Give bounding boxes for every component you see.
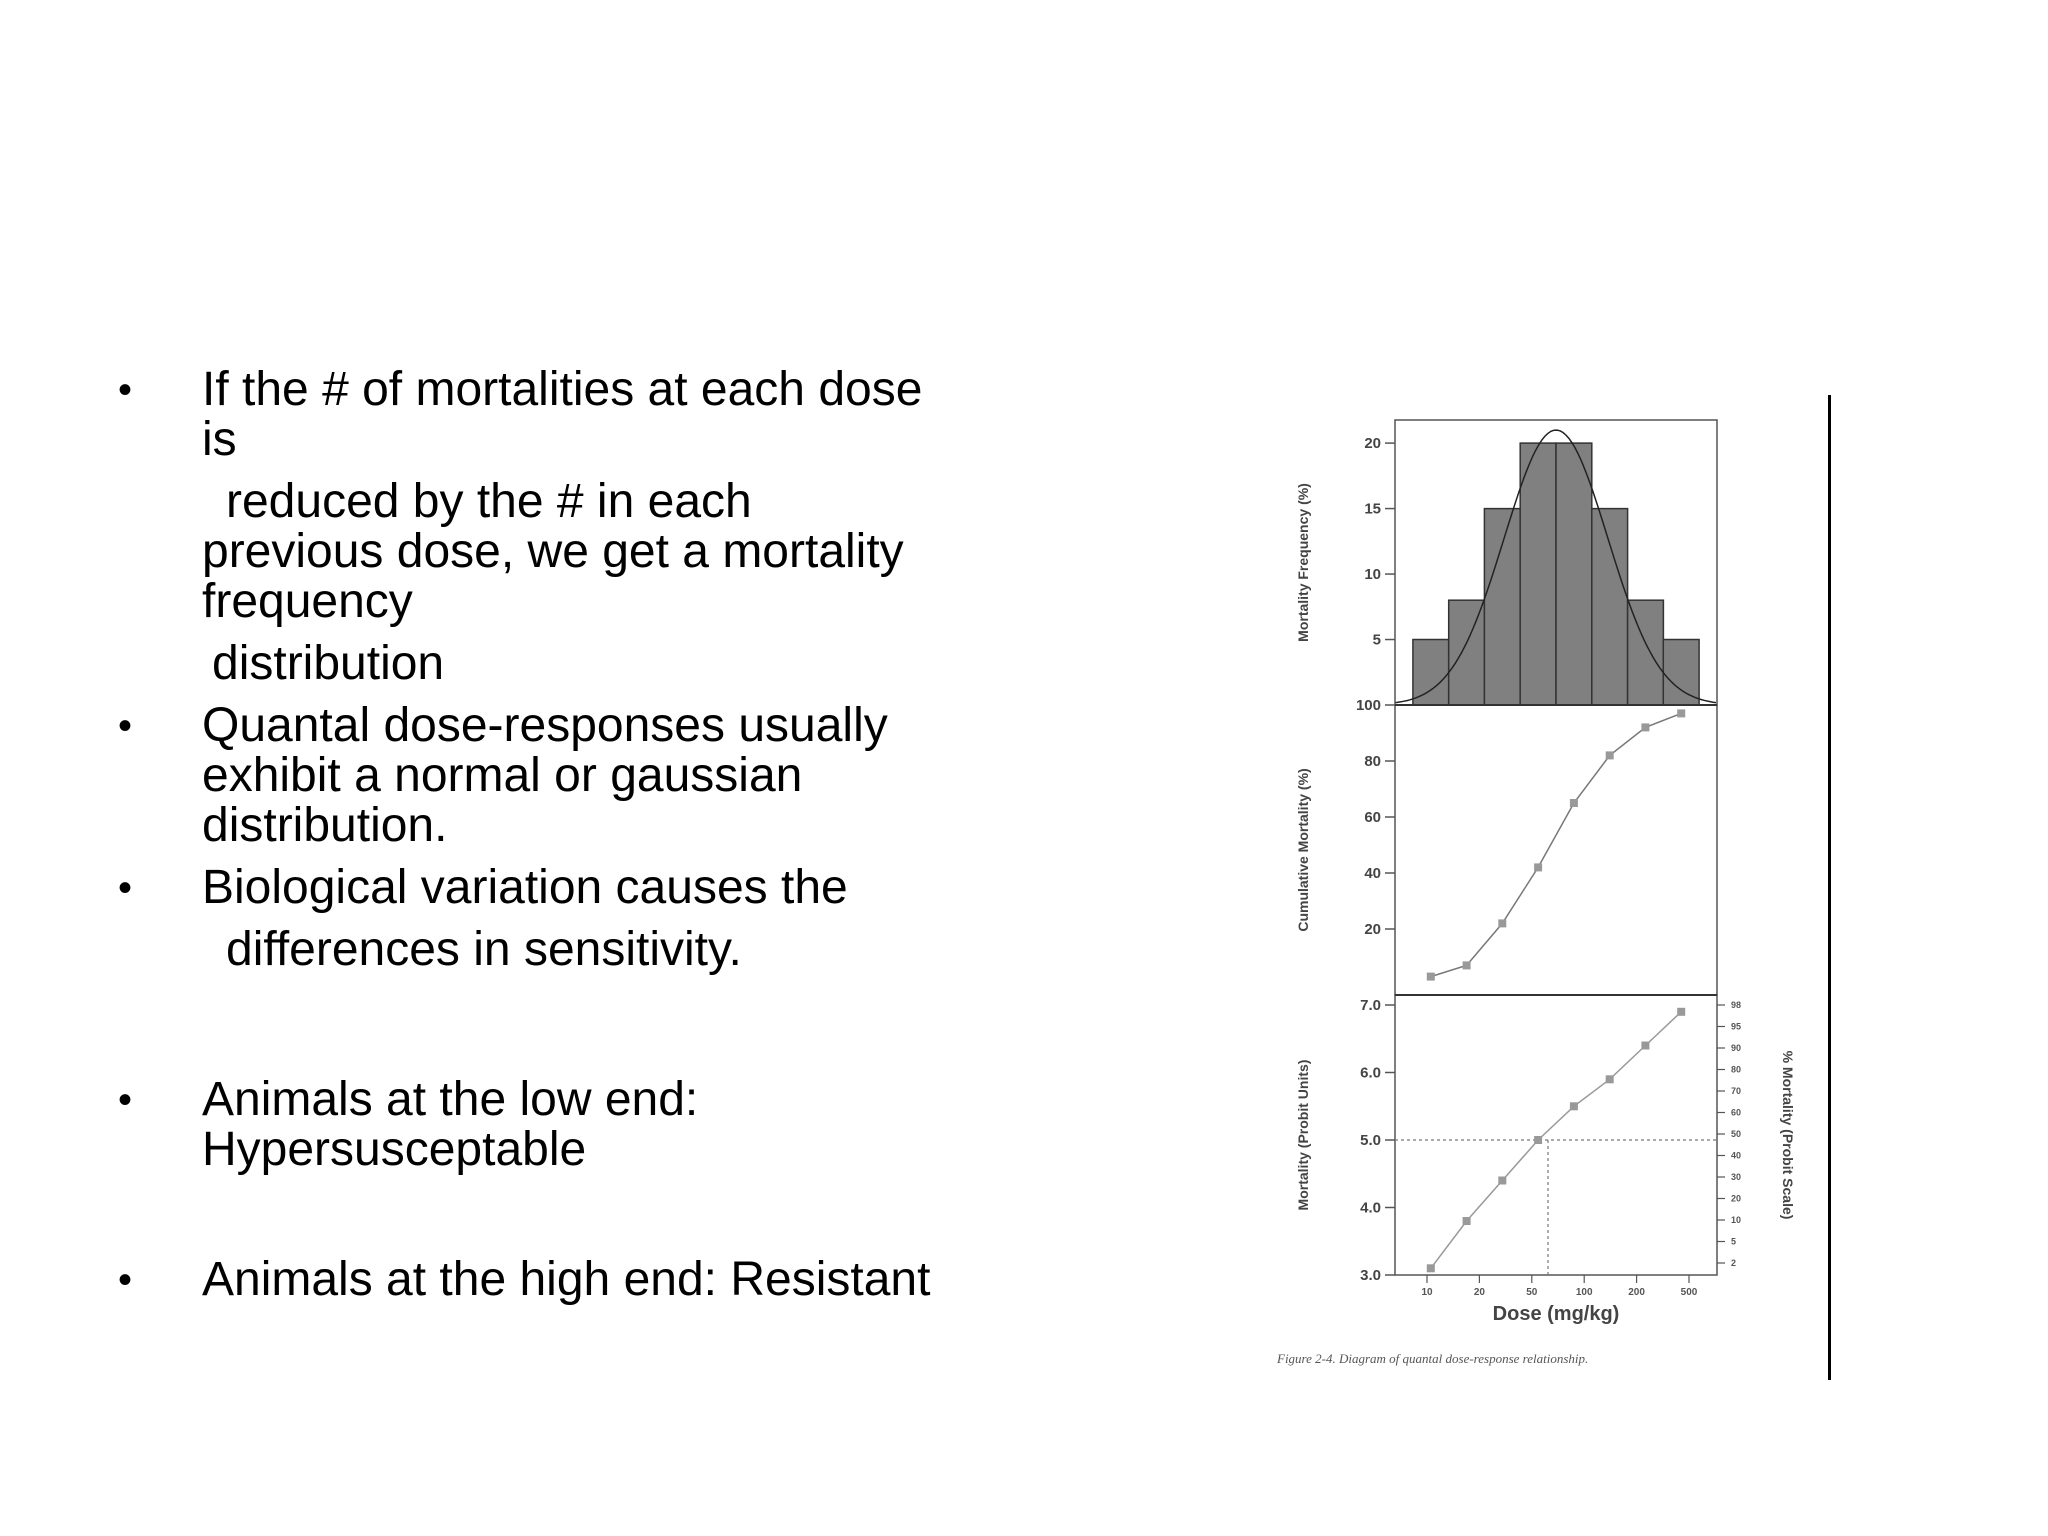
y-axis-label: Cumulative Mortality (%) [1295,768,1311,932]
bullet-mark: • [118,704,133,748]
y-tick-label: 15 [1364,500,1381,518]
y-tick-label: 5.0 [1360,1132,1381,1149]
data-point [1641,1042,1649,1050]
dose-response-figure [1225,395,1845,1395]
y2-tick-label: 98 [1731,1000,1742,1010]
bullet-mark: • [118,1078,133,1122]
y-axis-label: Mortality Frequency (%) [1295,483,1311,642]
y2-tick-label: 2 [1731,1258,1737,1268]
x-axis-label: Dose (mg/kg) [1492,1303,1620,1325]
bullet-text: Biological variation causes the [202,861,848,914]
bullet-item [118,1075,1018,1175]
data-point [1641,723,1649,731]
dose-response-chart [1225,395,1845,1355]
data-point [1606,751,1614,759]
figure-caption: Figure 2-4. Diagram of quantal dose-response relationship. [1277,1351,1589,1366]
data-point [1498,919,1506,927]
x-tick-label: 50 [1526,1287,1538,1298]
data-point [1570,799,1578,807]
bullet-text: Animals at the low end: [202,1073,699,1126]
y-tick-label: 3.0 [1360,1267,1381,1284]
y-tick-label: 40 [1364,865,1381,882]
y2-tick-label: 10 [1731,1215,1742,1225]
data-point [1606,1075,1614,1083]
bullet-mark: • [118,866,133,910]
histogram-bar [1556,443,1592,705]
y2-tick-label: 95 [1731,1021,1742,1032]
x-tick-label: 10 [1421,1287,1433,1298]
histogram-bar [1413,640,1449,706]
bullet-text: distribution [212,637,445,690]
y-tick-label: 80 [1364,753,1381,770]
histogram-bar [1663,640,1699,706]
bullet-text: If the # of mortalities at each dose [202,363,923,416]
y2-tick-label: 90 [1731,1043,1742,1053]
bullet-list [118,365,1018,1305]
bullet-text: differences in sensitivity. [226,923,742,976]
x-tick-label: 200 [1628,1287,1645,1298]
bullet-mark: • [118,1258,133,1302]
y-tick-label: 100 [1355,697,1381,714]
bullet-text: distribution. [202,799,448,852]
probit-frame [1395,995,1717,1275]
data-point [1677,709,1685,717]
histogram-bar [1449,600,1485,705]
y2-axis-label: % Mortality (Probit Scale) [1780,1050,1796,1220]
x-tick-label: 20 [1473,1287,1485,1298]
data-point [1534,1136,1542,1144]
y-tick-label: 4.0 [1360,1199,1381,1217]
y-tick-label: 20 [1364,435,1381,453]
data-point [1534,863,1542,871]
bullet-text: Quantal dose-responses usually [202,699,888,752]
y-tick-label: 7.0 [1360,997,1381,1014]
x-tick-label: 100 [1575,1287,1593,1298]
bullet-text: is [202,413,237,466]
y-tick-label: 20 [1364,921,1381,938]
x-tick-label: 500 [1680,1287,1698,1298]
y2-tick-label: 80 [1731,1064,1742,1075]
bullet-mark: • [118,368,133,412]
data-point [1498,1177,1506,1185]
bullet-text: exhibit a normal or gaussian [202,749,803,802]
bullet-item [118,863,1018,975]
y2-tick-label: 70 [1731,1086,1742,1096]
bullet-text: Animals at the high end: Resistant [202,1253,931,1306]
bullet-item [118,1255,1018,1305]
data-point [1570,1102,1578,1110]
y-tick-label: 6.0 [1360,1064,1381,1082]
data-point [1677,1008,1685,1016]
histogram-bar [1484,509,1520,705]
y2-tick-label: 40 [1731,1150,1742,1161]
y-tick-label: 5 [1372,631,1381,649]
histogram-bar [1628,600,1664,705]
bullet-item [118,365,1018,689]
data-point [1463,1217,1471,1225]
histogram-bar [1520,443,1556,705]
data-point [1463,961,1471,969]
bullet-text: Hypersusceptable [202,1123,587,1176]
y-tick-label: 60 [1364,809,1381,826]
data-point [1427,1264,1435,1272]
vertical-divider [1828,395,1831,1380]
data-point [1427,973,1435,981]
cumulative-curve [1431,713,1681,976]
y-tick-label: 10 [1364,566,1381,584]
y2-tick-label: 50 [1731,1129,1742,1139]
y2-tick-label: 60 [1731,1107,1742,1118]
y2-tick-label: 30 [1731,1172,1742,1182]
bullet-text: frequency [202,575,413,628]
histogram-bar [1592,509,1628,705]
y-axis-label: Mortality (Probit Units) [1295,1059,1311,1211]
bullet-text: previous dose, we get a mortality [202,525,904,578]
bullet-item [118,701,1018,851]
y2-tick-label: 5 [1731,1236,1737,1247]
bullet-text: reduced by the # in each [226,475,752,528]
y2-tick-label: 20 [1731,1193,1742,1204]
